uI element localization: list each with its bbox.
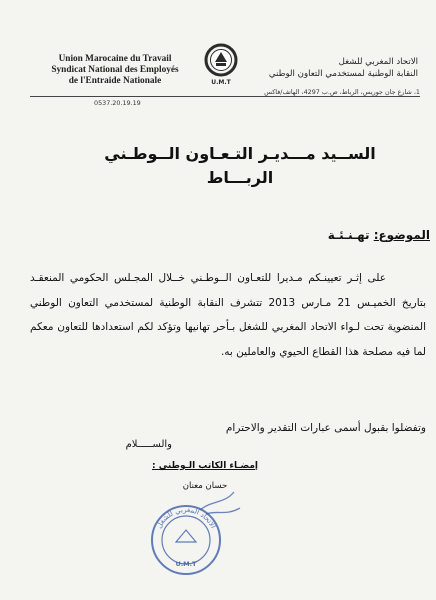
subject-line — [190, 228, 430, 242]
svg-text:الاتحاد المغربي للشغل — [155, 506, 217, 530]
header-arabic — [258, 56, 418, 80]
header-divider — [30, 96, 420, 97]
header-ar-line-2: النقابة الوطنية لمستخدمي التعاون الوطني — [268, 69, 418, 79]
header-fr-line-2: Syndicat National des Employés — [51, 65, 179, 75]
stamp-text-top: الاتحاد المغربي للشغل — [154, 505, 218, 530]
header-address: 1، شارع جان جوريس، الرباط، ص.ب 4297، الهاتف/فاكس — [264, 88, 420, 96]
umt-logo-icon — [204, 40, 238, 88]
stamp-text-bottom: U.M.T — [175, 560, 197, 568]
letter-body — [30, 266, 426, 364]
addressee-title: الســيد مـــديـر التـعـاون الــوطـني — [104, 144, 376, 163]
signature-name: حسان معنان — [182, 481, 228, 491]
header-phone: 0537.20.19.19 — [94, 99, 141, 107]
header-fr-line-1: Union Marocaine du Travail — [58, 54, 172, 64]
addressee-city: الربـــاط — [206, 168, 274, 187]
subject-text: تهـنـئـة — [327, 228, 370, 242]
body-paragraph: على إثـر تعيينـكم مـديرا للتعـاون الــوطـني خــلال المجـلس الحكومي المنعقـد بتاريخ الخميـس 21 مـارس 2013 تتشرف النقابة الوطنية لمستخدمي التعاون الوطني المنضوية تحت لـواء الاتحاد المغربي للشغل بـأحر تهانيها وتؤكد لكم استعدادها للتعاون معكم لما فيه مصلحة هذا القطاع الحيوي والعاملين به. — [30, 272, 426, 358]
subject-label: الموضوع: — [373, 228, 430, 242]
closing-salaam: والســـــلام — [125, 439, 172, 450]
addressee — [60, 142, 420, 190]
header-ar-line-1: الاتحاد المغربي للشغل — [338, 57, 418, 67]
closing-formula: وتفضلوا بقبول أسمى عبارات التقدير والاحترام — [225, 422, 426, 434]
header-french — [30, 54, 200, 87]
signature-title: إمضـاء الكاتب الـوطني : — [151, 461, 258, 471]
svg-text:U.M.T: U.M.T — [211, 79, 231, 86]
header-fr-line-3: de l'Entraide Nationale — [68, 76, 162, 86]
